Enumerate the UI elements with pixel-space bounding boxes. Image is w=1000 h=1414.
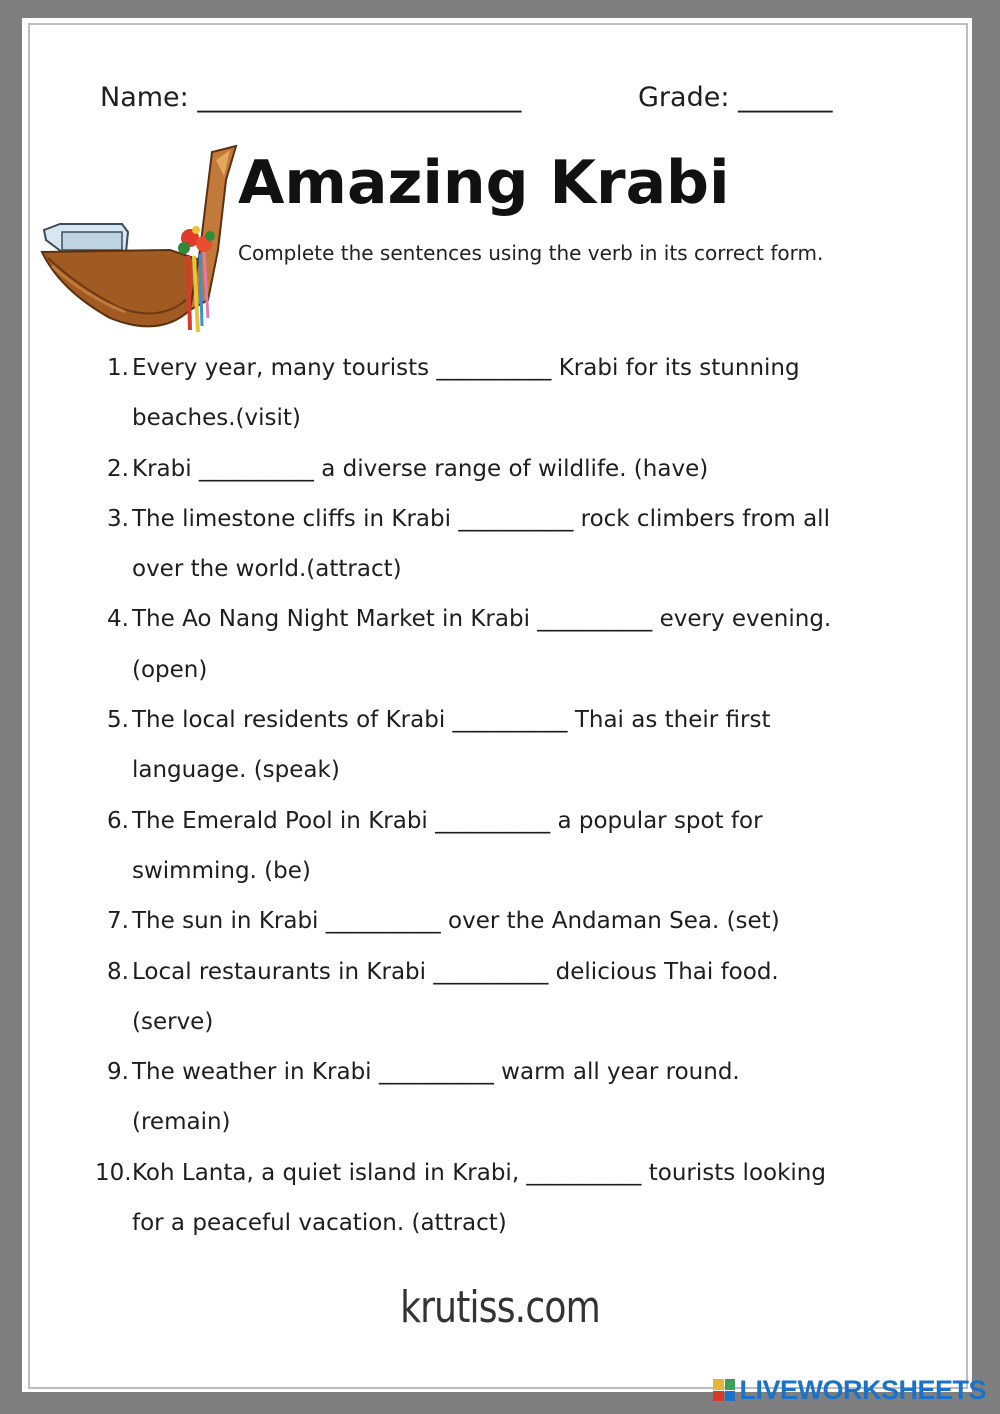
question-item <box>95 444 925 494</box>
question-item <box>95 494 925 595</box>
question-text-continued: language. (speak) <box>132 757 340 784</box>
question-text[interactable]: The Ao Nang Night Market in Krabi __________ every evening. <box>132 606 832 633</box>
instructions: Complete the sentences using the verb in its correct form. <box>238 241 824 265</box>
longtail-boat-illustration <box>40 140 240 340</box>
question-number: 9. <box>107 1059 129 1086</box>
question-text[interactable]: Local restaurants in Krabi __________ delicious Thai food. <box>132 958 779 985</box>
question-text[interactable]: The sun in Krabi __________ over the Andaman Sea. (set) <box>132 908 780 935</box>
question-text-continued: over the world.(attract) <box>132 556 402 583</box>
worksheet-title: Amazing Krabi <box>238 148 730 218</box>
question-text[interactable]: The weather in Krabi __________ warm all year round. <box>132 1059 740 1086</box>
question-text[interactable]: Krabi __________ a diverse range of wildlife. (have) <box>132 455 709 482</box>
question-number: 1. <box>107 355 129 381</box>
question-number: 7. <box>107 908 129 935</box>
brand-text: LIVEWORKSHEETS <box>739 1374 986 1405</box>
question-text-continued: for a peaceful vacation. (attract) <box>132 1210 507 1237</box>
question-number: 10. <box>95 1159 132 1186</box>
question-text-continued: (remain) <box>132 1109 231 1136</box>
question-item <box>95 1148 925 1249</box>
question-item <box>95 796 925 897</box>
question-number: 3. <box>107 505 129 532</box>
question-list <box>95 343 925 1248</box>
question-item <box>95 695 925 796</box>
question-number: 4. <box>107 606 129 633</box>
header-row <box>100 82 900 122</box>
question-item <box>95 1047 925 1148</box>
liveworksheets-brand <box>713 1374 986 1406</box>
question-text-continued: beaches.(visit) <box>132 405 301 432</box>
question-text[interactable]: The limestone cliffs in Krabi __________ rock climbers from all <box>132 505 830 532</box>
name-field[interactable]: Name: ________________________ <box>100 82 522 113</box>
question-text-continued: swimming. (be) <box>132 857 311 884</box>
question-number: 8. <box>107 958 129 985</box>
question-number: 2. <box>107 455 129 482</box>
question-item <box>95 343 925 444</box>
question-text-continued: (open) <box>132 656 208 683</box>
liveworksheets-logo-icon <box>713 1379 735 1401</box>
question-text[interactable]: The Emerald Pool in Krabi __________ a popular spot for <box>132 807 763 834</box>
question-text[interactable]: Koh Lanta, a quiet island in Krabi, __________ tourists looking <box>132 1159 826 1186</box>
question-text[interactable]: The local residents of Krabi __________ Thai as their first <box>132 707 771 734</box>
grade-field[interactable]: Grade: _______ <box>638 82 833 113</box>
question-number: 5. <box>107 707 129 734</box>
footer-website: krutiss.com <box>400 1282 600 1333</box>
question-item <box>95 896 925 946</box>
question-text-continued: (serve) <box>132 1008 214 1035</box>
question-text[interactable]: Every year, many tourists __________ Krabi for its stunning <box>132 355 800 381</box>
question-item <box>95 947 925 1048</box>
question-number: 6. <box>107 807 129 834</box>
question-item <box>95 594 925 695</box>
